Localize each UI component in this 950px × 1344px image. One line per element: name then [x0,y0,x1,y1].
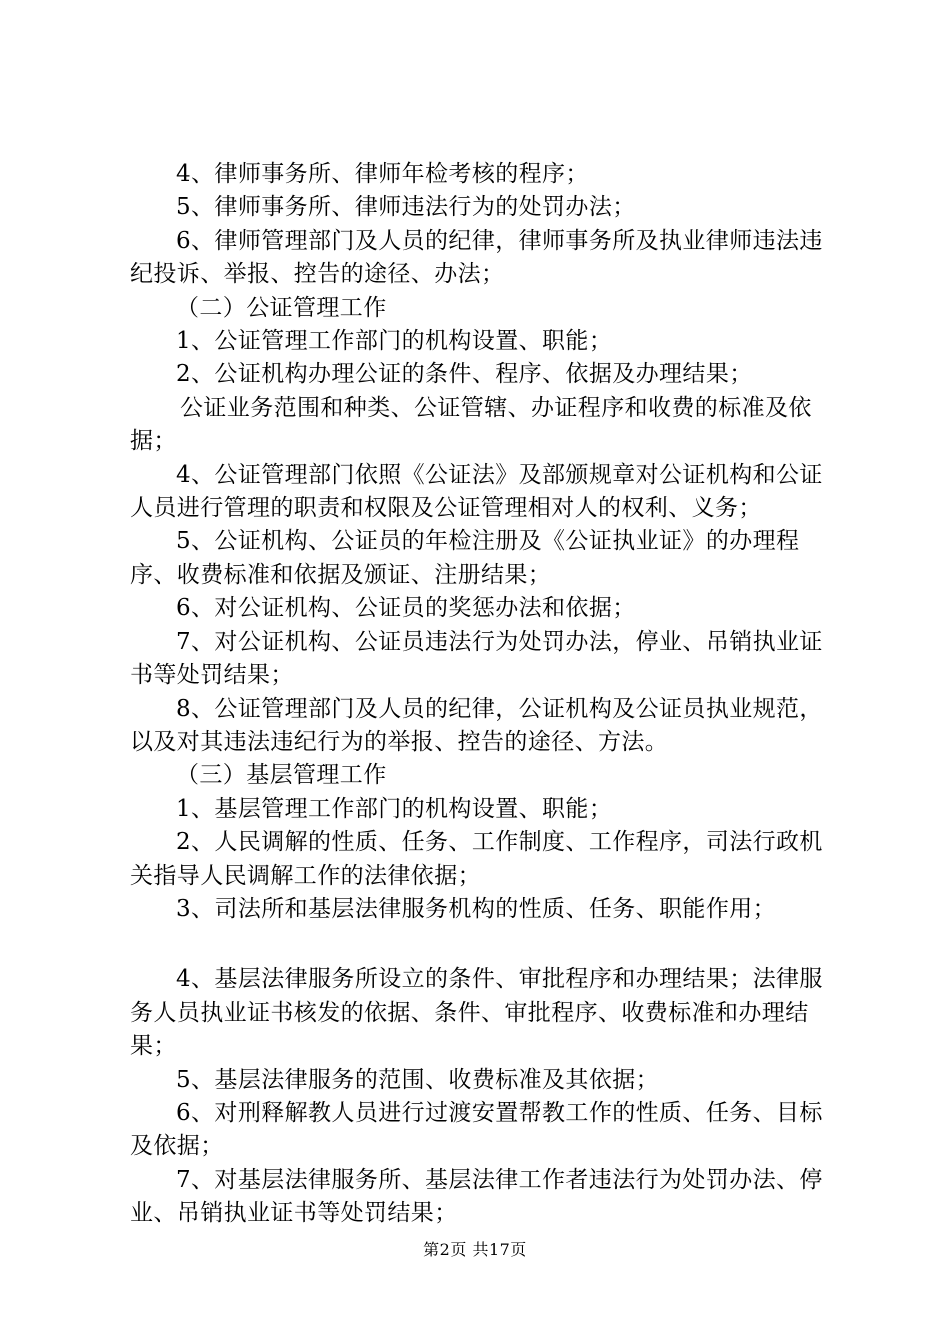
paragraph-legal-service-setup: 4、基层法律服务所设立的条件、审批程序和办理结果；法律服务人员执业证书核发的依据、条件、审批程序、收费标准和办理结果； [130,966,823,1060]
paragraph-judicial-office: 3、司法所和基层法律服务机构的性质、任务、职能作用； [176,895,777,922]
paragraph-lawyer-annual-review: 4、律师事务所、律师年检考核的程序； [176,161,589,187]
section-heading-notary: （二）公证管理工作 [176,294,387,321]
paragraph-notary-registration: 5、公证机构、公证员的年检注册及《公证执业证》的办理程序、收费标准和依据及颁证、注册结果； [130,528,800,588]
paragraph-notary-conditions: 2、公证机构办理公证的条件、程序、依据及办理结果； [176,361,753,388]
paragraph-grassroots-dept-setup: 1、基层管理工作部门的机构设置、职能； [176,795,613,822]
paragraph-notary-discipline: 8、公证管理部门及人员的纪律，公证机构及公证员执业规范，以及对其违法违纪行为的举报、控告的途径、方法。 [130,695,823,755]
page-footer: 第2页 共17页 [423,1240,527,1259]
paragraph-rehabilitation: 6、对刑释解教人员进行过渡安置帮教工作的性质、任务、目标及依据； [130,1099,823,1160]
paragraph-mediation: 2、人民调解的性质、任务、工作制度、工作程序，司法行政机关指导人民调解工作的法律依据； [130,829,823,889]
paragraph-notary-penalties: 7、对公证机构、公证员违法行为处罚办法，停业、吊销执业证书等处罚结果； [130,628,823,689]
document-body [130,158,840,1231]
paragraph-notary-scope: 公证业务范围和种类、公证管辖、办证程序和收费的标准及依据； [130,394,812,455]
paragraph-notary-dept-setup: 1、公证管理工作部门的机构设置、职能； [176,328,613,355]
paragraph-lawyer-discipline: 6、律师管理部门及人员的纪律，律师事务所及执业律师违法违纪投诉、举报、控告的途径、办法； [130,227,823,288]
section-heading-grassroots: （三）基层管理工作 [176,762,387,789]
paragraph-lawyer-penalties: 5、律师事务所、律师违法行为的处罚办法； [176,194,636,221]
paragraph-legal-service-scope: 5、基层法律服务的范围、收费标准及其依据； [176,1066,660,1093]
paragraph-notary-rewards: 6、对公证机构、公证员的奖惩办法和依据； [176,595,636,622]
paragraph-notary-management: 4、公证管理部门依照《公证法》及部颁规章对公证机构和公证人员进行管理的职责和权限及公证管理相对人的权利、义务； [130,461,823,522]
paragraph-grassroots-penalties: 7、对基层法律服务所、基层法律工作者违法行为处罚办法、停业、吊销执业证书等处罚结果； [130,1166,823,1227]
